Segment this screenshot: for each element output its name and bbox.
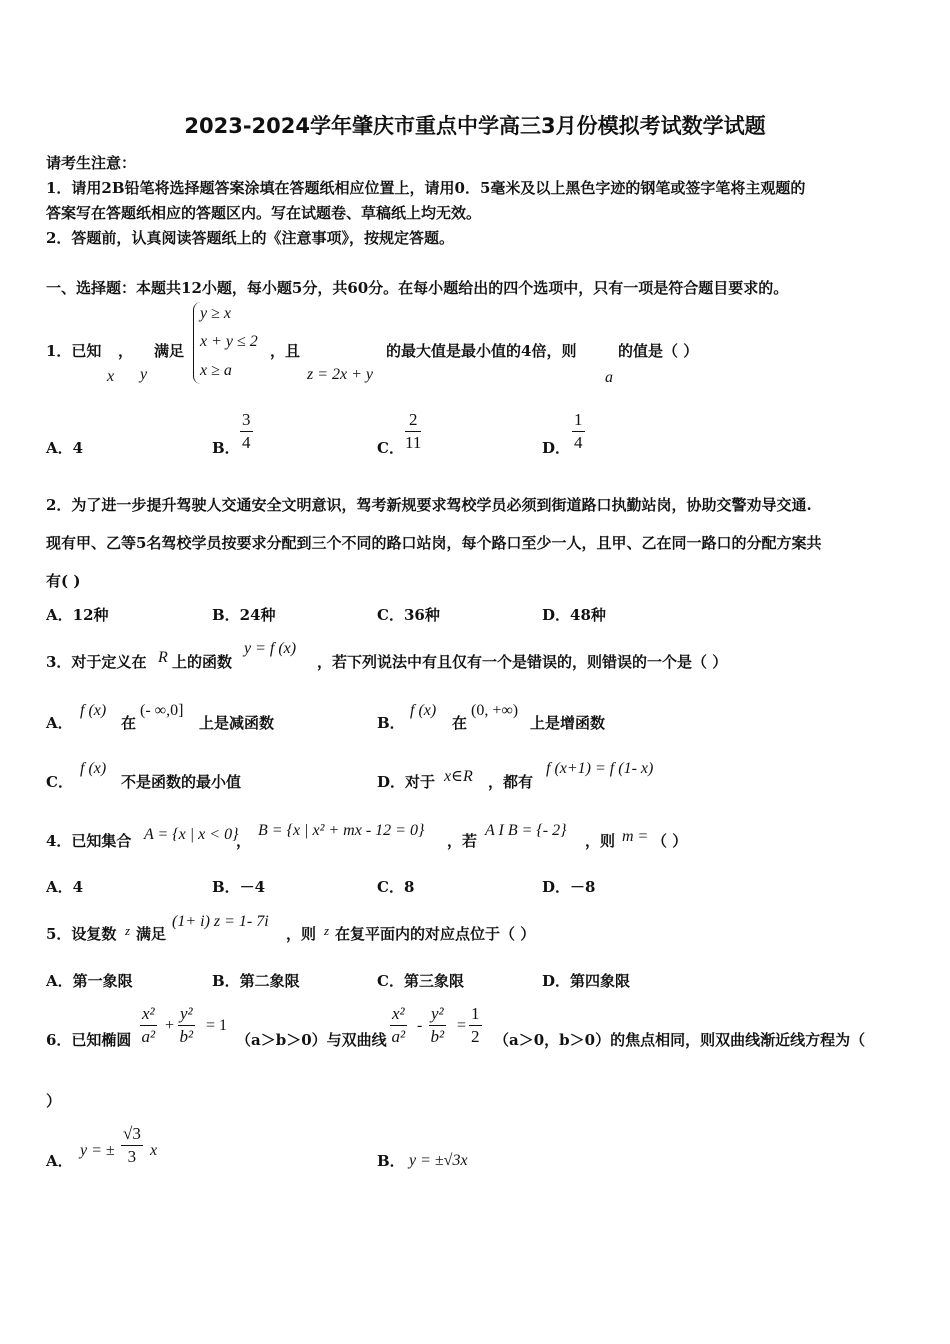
q4-option-a: A．4	[46, 878, 84, 896]
q3-option-d-label: D．对于	[377, 773, 436, 791]
q2-line-1: 2．为了进一步提升驾驶人交通安全文明意识，驾考新规要求驾校学员必须到街道路口执勤站岗，协助交警劝导交通.	[46, 496, 812, 514]
q3-option-d-equation: f (x+1) = f (1- x)	[546, 760, 654, 777]
q6-hyperbola-fraction-1	[390, 1004, 407, 1047]
q6-hyperbola-fraction-2	[429, 1004, 446, 1047]
q2-line-3: 有( )	[46, 572, 81, 590]
q6-hyperbola-num-1: x²	[390, 1004, 407, 1026]
q1-condition: 的最大值是最小值的4倍，则	[386, 342, 577, 360]
q1-sys-line-3: x ≥ a	[200, 362, 232, 379]
q4-comma: ，	[236, 832, 252, 850]
notice-line-2: 2．答题前，认真阅读答题纸上的《注意事项》，按规定答题。	[46, 229, 454, 247]
q1-and: ，且	[270, 342, 301, 360]
q6-ellipse-num-2: y²	[178, 1004, 195, 1026]
q3-mid: 上的函数	[172, 653, 233, 671]
q6-ellipse-fraction-2	[178, 1004, 195, 1047]
q3-option-a-f: f (x)	[80, 702, 107, 719]
q4-set-a: A = {x | x < 0}	[144, 826, 239, 843]
q5-option-b: B．第二象限	[212, 972, 300, 990]
q3-option-b-interval: (0, +∞)	[471, 702, 519, 719]
q6-condition-2: （a＞0，b＞0）的焦点相同，则双曲线渐近线方程为（	[494, 1031, 866, 1049]
q6-close-paren: ）	[46, 1092, 62, 1110]
q5-option-c: C．第三象限	[377, 972, 464, 990]
q3-function: y = f (x)	[244, 640, 297, 657]
q6-plus: +	[165, 1017, 175, 1034]
q6-minus: -	[417, 1017, 423, 1034]
q1-sys-line-1: y ≥ x	[200, 305, 231, 322]
q1-option-c-num: 2	[405, 410, 421, 432]
q6-option-a-den: 3	[127, 1147, 137, 1166]
q1-option-b-label: B．	[212, 439, 240, 457]
q5-satisfy: 满足	[136, 925, 167, 943]
q1-option-d-num: 1	[572, 410, 585, 432]
q6-condition-1: （a＞b＞0）与双曲线	[236, 1031, 387, 1049]
q6-hyperbola-num-2: y²	[429, 1004, 446, 1026]
q6-hyperbola-eq: =	[457, 1017, 467, 1034]
q4-set-b: B = {x | x² + mx - 12 = 0}	[258, 822, 425, 839]
q5-mid: ，则	[286, 925, 317, 943]
q6-hyperbola-den-1: a²	[391, 1027, 406, 1046]
q3-prefix: 3．对于定义在	[46, 653, 147, 671]
q1-objective: z = 2x + y	[307, 366, 374, 383]
q2-option-c: C．36种	[377, 606, 440, 624]
page-title: 2023-2024学年肇庆市重点中学高三3月份模拟考试数学试题	[184, 114, 766, 138]
section-heading: 一、选择题：本题共12小题，每小题5分，共60分。在每小题给出的四个选项中，只有一项是符合题目要求的。	[46, 279, 789, 297]
q4-prefix: 4．已知集合	[46, 832, 132, 850]
q6-option-b-equation: y = ±√3x	[409, 1152, 468, 1169]
q3-option-b-zai: 在	[452, 714, 468, 732]
notice-heading: 请考生注意：	[46, 154, 137, 172]
q1-var-y: y	[140, 366, 148, 383]
q1-option-d-den: 4	[574, 433, 583, 452]
q2-line-2: 现有甲、乙等5名驾校学员按要求分配到三个不同的路口站岗，每个路口至少一人，且甲、乙在同一路口的分配方案共	[46, 534, 822, 552]
q6-ellipse-den-1: a²	[141, 1027, 156, 1046]
q1-sys-line-2: x + y ≤ 2	[200, 333, 258, 350]
q1-option-b-num: 3	[240, 410, 253, 432]
q4-option-b: B．－4	[212, 878, 266, 896]
q1-var-x: x	[107, 368, 115, 385]
q3-option-c-tail: 不是函数的最小值	[121, 773, 242, 791]
q4-tail: ，则	[585, 832, 616, 850]
q2-option-d: D．48种	[542, 606, 606, 624]
q1-option-b-fraction	[240, 410, 253, 453]
q1-option-d-label: D．	[542, 439, 571, 457]
q6-hyperbola-rhs-num: 1	[469, 1004, 482, 1026]
q5-option-a: A．第一象限	[46, 972, 133, 990]
q6-ellipse-den-2: b²	[179, 1027, 194, 1046]
q3-option-a-label: A．	[46, 714, 73, 732]
q6-hyperbola-rhs	[469, 1004, 482, 1047]
q4-paren: （ ）	[652, 832, 688, 850]
q4-if: ，若	[447, 832, 478, 850]
q1-option-c-label: C．	[377, 439, 404, 457]
q4-option-d: D．－8	[542, 878, 596, 896]
q3-tail: ，若下列说法中有且仅有一个是错误的，则错误的一个是（ ）	[317, 653, 728, 671]
q5-var-z2: z	[324, 923, 330, 938]
q1-prefix: 1．已知	[46, 342, 102, 360]
q1-option-c-den: 11	[405, 433, 422, 452]
q2-option-b: B．24种	[212, 606, 276, 624]
q3-option-b-f: f (x)	[410, 702, 437, 719]
q3-option-d-mid: ，都有	[488, 773, 534, 791]
q3-option-c-label: C．	[46, 773, 73, 791]
q6-ellipse-fraction-1	[140, 1004, 157, 1047]
q5-tail: 在复平面内的对应点位于（ ）	[335, 925, 536, 943]
q1-var-a: a	[605, 369, 613, 386]
q6-option-a-num: √3	[121, 1124, 143, 1146]
q3-option-a-zai: 在	[121, 714, 137, 732]
q5-var-z: z	[125, 923, 131, 938]
q1-option-a: A．4	[46, 439, 84, 457]
q5-option-d: D．第四象限	[542, 972, 631, 990]
q4-var-m: m =	[622, 828, 649, 845]
q3-var-r: R	[158, 649, 168, 666]
q1-option-b-den: 4	[242, 433, 251, 452]
q3-option-a-tail: 上是减函数	[199, 714, 275, 732]
q5-prefix: 5．设复数	[46, 925, 117, 943]
q6-option-a-x: x	[150, 1142, 158, 1159]
q1-tail: 的值是（ ）	[618, 342, 699, 360]
q6-hyperbola-rhs-den: 2	[471, 1027, 480, 1046]
q5-equation: (1+ i) z = 1- 7i	[172, 913, 269, 930]
q3-option-b-label: B．	[377, 714, 405, 732]
q3-option-d-x: x∈R	[444, 768, 473, 785]
notice-line-1: 1．请用2B铅笔将选择题答案涂填在答题纸相应位置上，请用0．5毫米及以上黑色字迹的钢笔或签字笔将主观题的	[46, 179, 806, 197]
notice-line-1b: 答案写在答题纸相应的答题区内。写在试题卷、草稿纸上均无效。	[46, 204, 482, 222]
q3-option-a-interval: (- ∞,0]	[140, 702, 184, 719]
q4-intersection: A I B = {- 2}	[485, 822, 567, 839]
q3-option-c-f: f (x)	[80, 760, 107, 777]
q1-comma: ，	[118, 342, 134, 360]
q6-ellipse-eq: = 1	[206, 1017, 228, 1034]
q6-option-a-label: A．	[46, 1152, 73, 1170]
q3-option-b-tail: 上是增函数	[530, 714, 606, 732]
q6-option-a-prefix: y = ±	[80, 1142, 115, 1159]
q2-option-a: A．12种	[46, 606, 109, 624]
q6-prefix: 6．已知椭圆	[46, 1031, 132, 1049]
q6-option-a-fraction	[121, 1124, 143, 1167]
q4-option-c: C．8	[377, 878, 415, 896]
q6-hyperbola-den-2: b²	[430, 1027, 445, 1046]
q1-option-d-fraction	[572, 410, 585, 453]
q1-option-c-fraction	[405, 410, 421, 453]
q6-option-b-label: B．	[377, 1152, 405, 1170]
q1-satisfy: 满足	[154, 342, 185, 360]
q6-ellipse-num-1: x²	[140, 1004, 157, 1026]
